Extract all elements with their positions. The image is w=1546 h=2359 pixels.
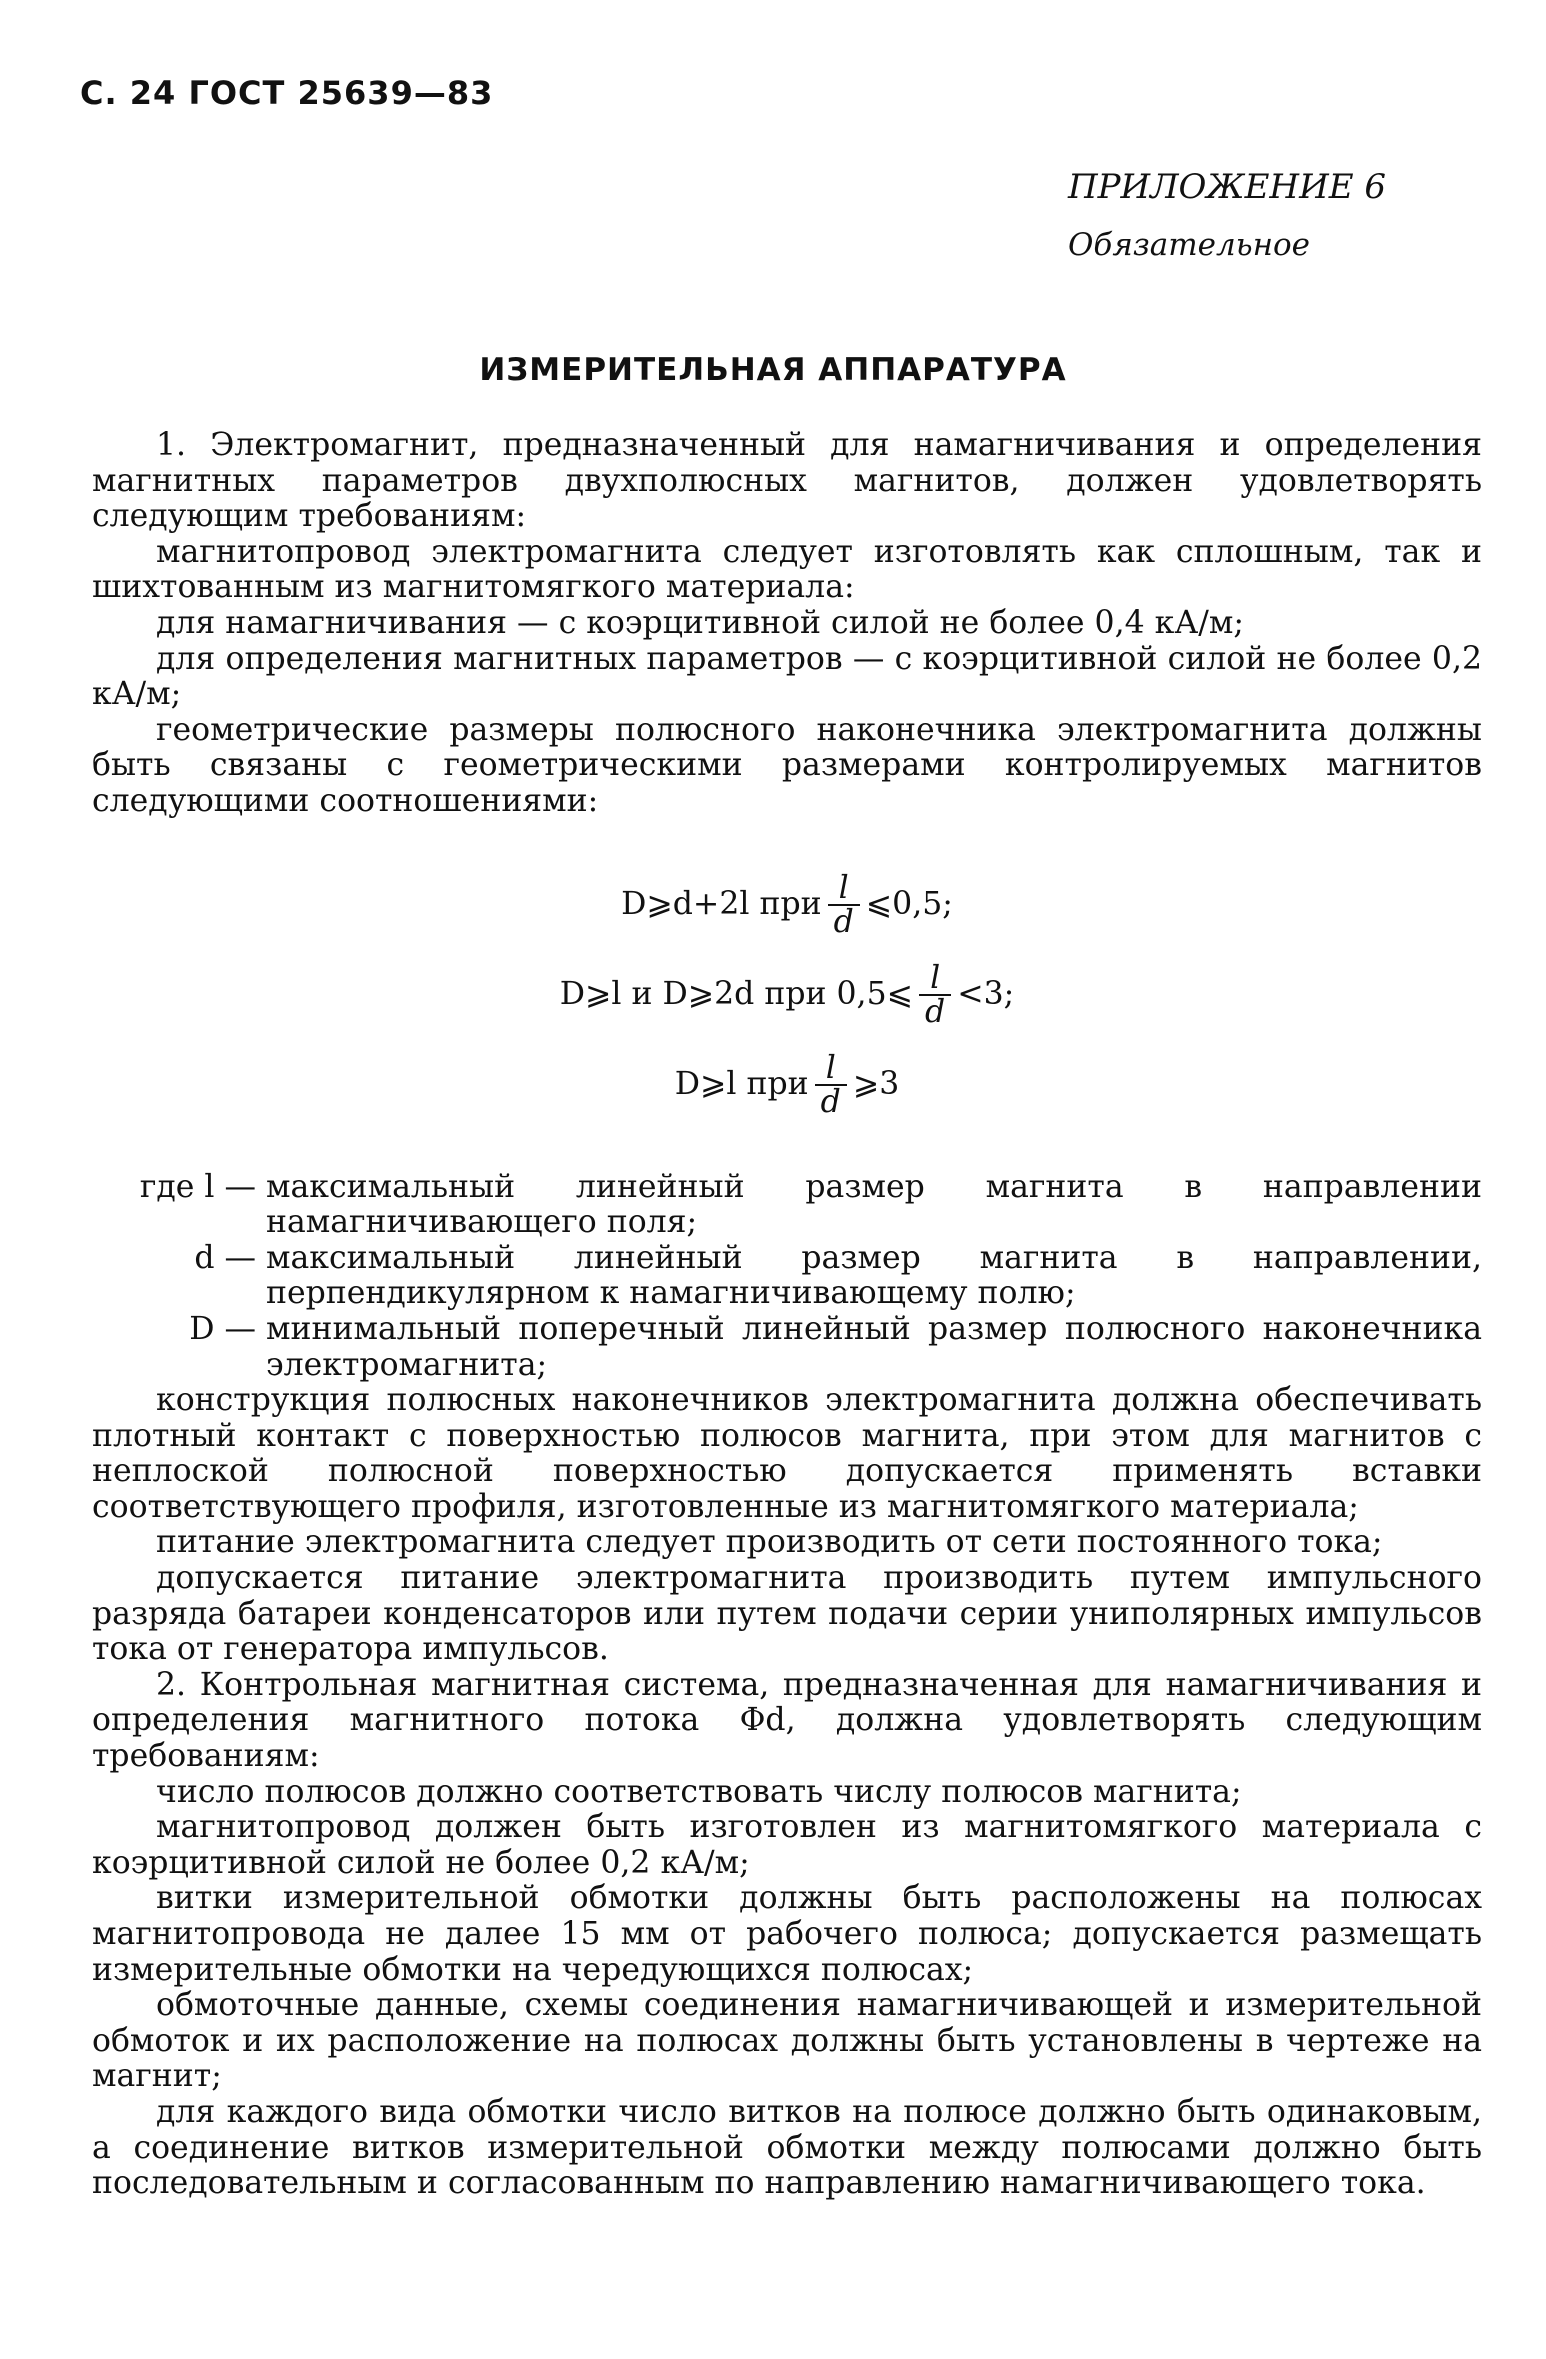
appendix-block <box>1068 158 1386 274</box>
definition-term: d — <box>194 1239 256 1276</box>
section-title: ИЗМЕРИТЕЛЬНАЯ АППАРАТУРА <box>479 352 1067 388</box>
definition-term: D — <box>189 1310 256 1347</box>
paragraph: геометрические размеры полюсного наконечника электромагнита должны быть связаны с геометрическими размерами контролируемых магнитов следующими соотношениями: <box>92 711 1482 819</box>
formula-left: D⩾l и D⩾2d при 0,5⩽ <box>559 975 914 1012</box>
paragraph: 2. Контрольная магнитная система, предназначенная для намагничивания и определения магнитного потока Φd, должна удовлетворять следующим требованиям: <box>92 1666 1482 1775</box>
fraction-numerator: l <box>930 959 941 996</box>
paragraph: питание электромагнита следует производить от сети постоянного тока; <box>156 1524 1383 1561</box>
definition-item <box>92 1170 1482 1241</box>
paragraph: обмоточные данные, схемы соединения намагничивающей и измерительной обмоток и их расположение на полюсах должны быть установлены в чертеже на магнит; <box>92 1987 1482 2095</box>
fraction <box>828 869 860 940</box>
formula-right: ⩾3 <box>852 1065 900 1102</box>
page-header: С. 24 ГОСТ 25639—83 <box>80 74 494 112</box>
paragraph: допускается питание электромагнита производить путем импульсного разряда батареи конденсаторов или путем подачи серии униполярных импульсов тока от генератора импульсов. <box>92 1560 1482 1668</box>
definition-text: максимальный линейный размер магнита в направлении намагничивающего поля; <box>266 1168 1482 1241</box>
paragraph: для каждого вида обмотки число витков на полюсе должно быть одинаковым, а соединение витков измерительной обмотки между полюсами должно быть последовательным и согласованным по направлению намагничивающего тока. <box>92 2093 1482 2202</box>
formula-1 <box>92 860 1482 950</box>
formula-2 <box>92 950 1482 1040</box>
definition-text: минимальный поперечный линейный размер полюсного наконечника электромагнита; <box>266 1310 1482 1383</box>
definition-text: максимальный линейный размер магнита в направлении, перпендикулярном к намагничивающему полю; <box>266 1239 1482 1312</box>
paragraph: 1. Электромагнит, предназначенный для намагничивания и определения магнитных параметров двухполюсных магнитов, должен удовлетворять следующим требованиям: <box>92 427 1482 535</box>
paragraph: магнитопровод должен быть изготовлен из магнитомягкого материала с коэрцитивной силой не более 0,2 кА/м; <box>92 1809 1482 1881</box>
fraction-numerator: l <box>838 869 849 906</box>
paragraph: для определения магнитных параметров — с коэрцитивной силой не более 0,2 кА/м; <box>92 640 1482 713</box>
appendix-title: ПРИЛОЖЕНИЕ 6 <box>1067 167 1386 207</box>
paragraph: конструкция полюсных наконечников электромагнита должна обеспечивать плотный контакт с поверхностью полюсов магнита, при этом для магнитов с неплоской полюсной поверхностью допускается применять вставки соответствующего профиля, изготовленные из магнитомягкого материала; <box>92 1382 1482 1525</box>
fraction-denominator: d <box>919 994 951 1028</box>
paragraph: для намагничивания — с коэрцитивной силой не более 0,4 кА/м; <box>156 604 1244 641</box>
formula-block <box>92 860 1482 1130</box>
fraction-denominator: d <box>815 1084 847 1118</box>
formula-right: ⩽0,5; <box>865 885 953 922</box>
definitions-list <box>92 1170 1482 1384</box>
formula-right: <3; <box>957 975 1015 1012</box>
formula-3 <box>92 1040 1482 1130</box>
fraction-numerator: l <box>825 1049 836 1086</box>
formula-left: D⩾l при <box>674 1065 809 1102</box>
fraction <box>815 1049 847 1120</box>
definition-term: где l — <box>139 1168 256 1205</box>
document-body <box>92 428 1482 2202</box>
paragraph: витки измерительной обмотки должны быть расположены на полюсах магнитопровода не далее 15 мм от рабочего полюса; допускается размещать измерительные обмотки на чередующихся полюсах; <box>92 1880 1482 1988</box>
formula-left: D⩾d+2l при <box>621 885 822 922</box>
paragraph: число полюсов должно соответствовать числу полюсов магнита; <box>156 1773 1242 1810</box>
definition-item <box>92 1241 1482 1312</box>
appendix-status: Обязательное <box>1067 227 1311 263</box>
fraction-denominator: d <box>828 904 860 938</box>
definition-item <box>92 1312 1482 1383</box>
fraction <box>919 959 951 1030</box>
paragraph: магнитопровод электромагнита следует изготовлять как сплошным, так и шихтованным из магнитомягкого материала: <box>92 533 1482 606</box>
